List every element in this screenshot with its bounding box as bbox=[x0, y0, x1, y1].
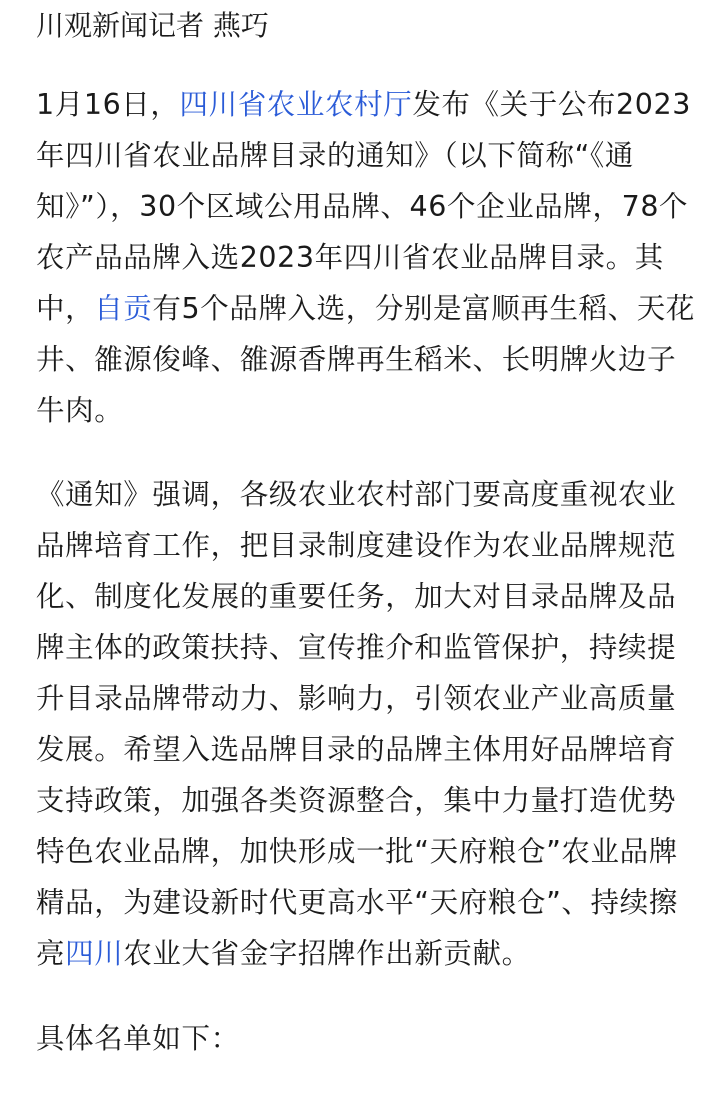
link-sichuan[interactable]: 四川 bbox=[65, 937, 124, 970]
link-agri-dept[interactable]: 四川省农业农村厅 bbox=[179, 88, 413, 121]
byline: 川观新闻记者 燕巧 bbox=[36, 9, 269, 42]
link-zigong[interactable]: 自贡 bbox=[94, 292, 153, 325]
article-body bbox=[36, 0, 696, 1064]
paragraph-1-text-3: 有5个品牌入选，分别是富顺再生稻、天花井、雒源俊峰、雒源香牌再生稻米、长明牌火边子牛肉。 bbox=[36, 292, 695, 427]
paragraph-3: 具体名单如下： bbox=[36, 1022, 240, 1055]
paragraph-2 bbox=[36, 469, 696, 979]
paragraph-1-text-1: 1月16日， bbox=[36, 88, 180, 121]
paragraph-2-text-2: 农业大省金字招牌作出新贡献。 bbox=[123, 937, 531, 970]
paragraph-1-text-2: 发布《关于公布2023年四川省农业品牌目录的通知》（以下简称“《通知》”），30个区域公用品牌、46个企业品牌，78个农产品品牌入选2023年四川省农业品牌目录。其中， bbox=[36, 88, 691, 325]
paragraph-1 bbox=[36, 79, 696, 436]
paragraph-2-text-1: 《通知》强调，各级农业农村部门要高度重视农业品牌培育工作，把目录制度建设作为农业品牌规范化、制度化发展的重要任务，加大对目录品牌及品牌主体的政策扶持、宣传推介和监管保护，持续提升目录品牌带动力、影响力，引领农业产业高质量发展。希望入选品牌目录的品牌主体用好品牌培育支持政策，加强各类资源整合，集中力量打造优势特色农业品牌，加快形成一批“天府粮仓”农业品牌精品，为建设新时代更高水平“天府粮仓”、持续擦亮 bbox=[36, 478, 678, 970]
